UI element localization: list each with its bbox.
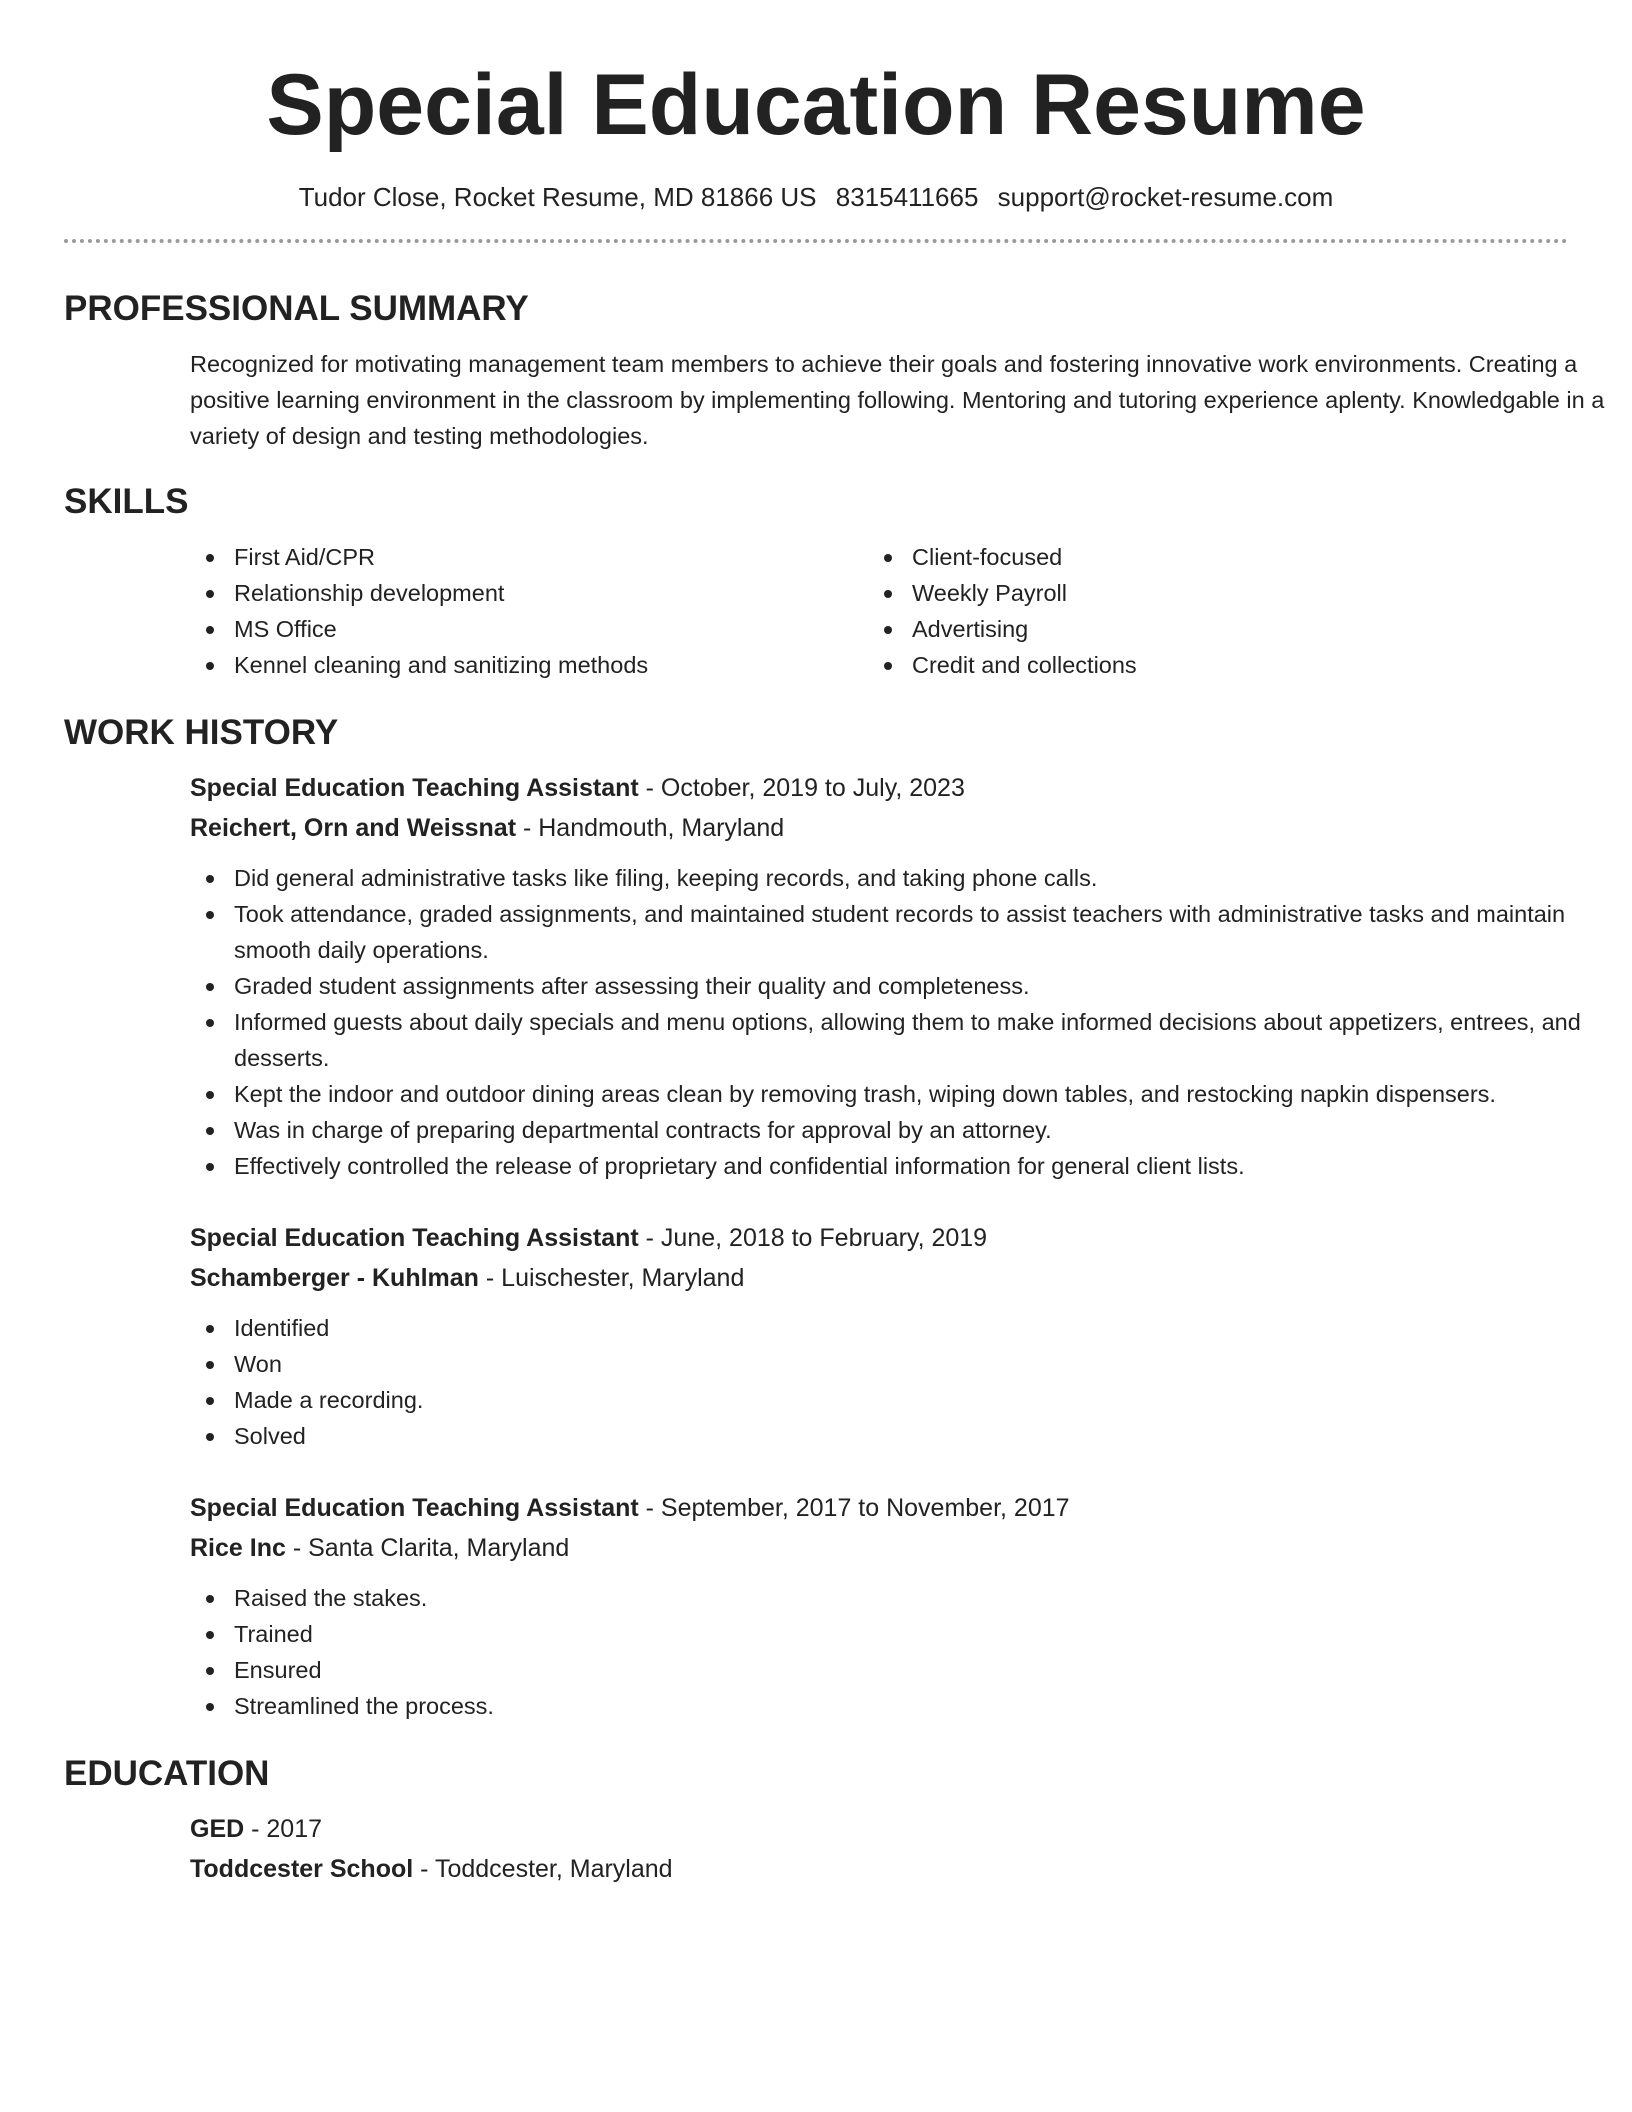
job-entry <box>190 768 1581 1184</box>
list-item: Identified <box>190 1310 1568 1346</box>
education-heading: EDUCATION <box>64 1754 270 1793</box>
job-company-line <box>190 1528 1568 1568</box>
skill-item: Kennel cleaning and sanitizing methods <box>190 647 868 683</box>
job-location: - Handmouth, Maryland <box>516 814 785 842</box>
contact-address: Tudor Close, Rocket Resume, MD 81866 US <box>298 182 817 212</box>
education-degree-line <box>190 1809 1568 1849</box>
job-title: Special Education Teaching Assistant <box>190 1494 639 1522</box>
list-item: Ensured <box>190 1652 1568 1688</box>
list-item: Raised the stakes. <box>190 1580 1568 1616</box>
job-entry <box>190 1218 1568 1454</box>
education-location: - Toddcester, Maryland <box>413 1855 673 1883</box>
list-item: Streamlined the process. <box>190 1688 1568 1724</box>
job-entry <box>190 1488 1568 1724</box>
list-item: Solved <box>190 1418 1568 1454</box>
education-degree: GED <box>190 1815 245 1843</box>
job-title-line <box>190 1488 1568 1528</box>
job-company: Rice Inc <box>190 1534 286 1562</box>
education-entry <box>190 1809 1568 1889</box>
list-item: Made a recording. <box>190 1382 1568 1418</box>
job-dates: - June, 2018 to February, 2019 <box>638 1224 988 1252</box>
education-school: Toddcester School <box>190 1855 414 1883</box>
skill-item: Credit and collections <box>868 647 1546 683</box>
job-location: - Luischester, Maryland <box>478 1264 745 1292</box>
work-heading: WORK HISTORY <box>64 713 339 752</box>
skills-heading: SKILLS <box>64 482 189 521</box>
list-item: Won <box>190 1346 1568 1382</box>
list-item: Trained <box>190 1616 1568 1652</box>
list-item: Was in charge of preparing departmental contracts for approval by an attorney. <box>190 1112 1610 1148</box>
list-item: Informed guests about daily specials and menu options, allowing them to make informed decisions about appetizers, entrees, and desserts. <box>190 1004 1610 1076</box>
list-item: Effectively controlled the release of proprietary and confidential information for general client lists. <box>190 1148 1610 1184</box>
contact-email: support@rocket-resume.com <box>997 182 1334 212</box>
job-title: Special Education Teaching Assistant <box>190 774 639 802</box>
job-company: Reichert, Orn and Weissnat <box>190 814 517 842</box>
skill-item: First Aid/CPR <box>190 539 868 575</box>
job-company-line <box>190 808 1568 848</box>
contact-phone: 8315411665 <box>835 182 979 212</box>
list-item: Did general administrative tasks like filing, keeping records, and taking phone calls. <box>190 860 1610 896</box>
skill-item: Relationship development <box>190 575 868 611</box>
job-title-line <box>190 1218 1568 1258</box>
job-company-line <box>190 1258 1568 1298</box>
summary-text: Recognized for motivating management team members to achieve their goals and fostering innovative work environments. Creating a positive learning environment in the classroom by implementing following. Mentoring and tutoring experience aplenty. Knowledgable in a variety of design and testing methodologies. <box>190 351 1605 449</box>
job-bullets <box>190 860 1610 1184</box>
job-location: - Santa Clarita, Maryland <box>285 1534 570 1562</box>
job-title-line <box>190 768 1568 808</box>
list-item: Graded student assignments after assessing their quality and completeness. <box>190 968 1610 1004</box>
summary-heading: PROFESSIONAL SUMMARY <box>64 289 529 328</box>
skills-column-right <box>868 539 1546 683</box>
skill-item: Advertising <box>868 611 1546 647</box>
list-item: Took attendance, graded assignments, and maintained student records to assist teachers with administrative tasks and maintain smooth daily operations. <box>190 896 1610 968</box>
resume-title: Special Education Resume <box>266 57 1366 153</box>
skill-item: Weekly Payroll <box>868 575 1546 611</box>
job-dates: - October, 2019 to July, 2023 <box>638 774 965 802</box>
job-company: Schamberger - Kuhlman <box>190 1264 479 1292</box>
contact-line <box>64 182 1568 213</box>
education-year: - 2017 <box>244 1815 323 1843</box>
job-dates: - September, 2017 to November, 2017 <box>638 1494 1070 1522</box>
resume-page <box>64 0 1605 1889</box>
job-bullets <box>190 1310 1568 1454</box>
list-item: Kept the indoor and outdoor dining areas clean by removing trash, wiping down tables, and restocking napkin dispensers. <box>190 1076 1610 1112</box>
skills-list <box>190 539 1568 683</box>
education-school-line <box>190 1849 1568 1889</box>
job-title: Special Education Teaching Assistant <box>190 1224 639 1252</box>
skill-item: MS Office <box>190 611 868 647</box>
skills-column-left <box>190 539 868 683</box>
skill-item: Client-focused <box>868 539 1546 575</box>
job-bullets <box>190 1580 1568 1724</box>
header-divider <box>64 239 1568 243</box>
